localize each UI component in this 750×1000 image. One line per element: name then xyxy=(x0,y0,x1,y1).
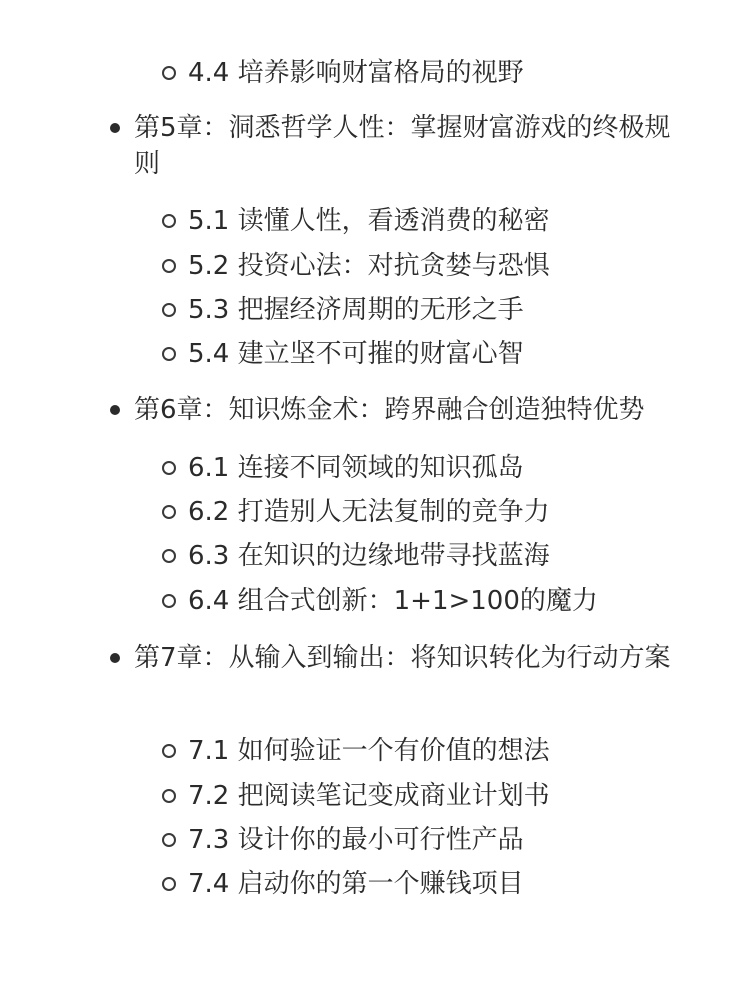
hollow-bullet-icon xyxy=(162,549,176,563)
list-item xyxy=(0,248,750,284)
chapter-title: 第6章：知识炼金术：跨界融合创造独特优势 xyxy=(134,395,645,425)
list-item xyxy=(0,450,750,486)
hollow-bullet-icon xyxy=(162,303,176,317)
sub-item-label: 7.2 把阅读笔记变成商业计划书 xyxy=(188,781,550,811)
chapter-heading xyxy=(0,392,694,428)
hollow-bullet-icon xyxy=(162,877,176,891)
hollow-bullet-icon xyxy=(162,594,176,608)
sub-item-label: 7.3 设计你的最小可行性产品 xyxy=(188,825,524,855)
sub-item-label: 5.1 读懂人性，看透消费的秘密 xyxy=(188,206,550,236)
list-item xyxy=(0,538,750,574)
chapter-title: 第7章：从输入到输出：将知识转化为行动方案 xyxy=(134,643,671,673)
hollow-bullet-icon xyxy=(162,259,176,273)
sub-item-label: 7.1 如何验证一个有价值的想法 xyxy=(188,736,550,766)
sub-item-label: 5.3 把握经济周期的无形之手 xyxy=(188,295,524,325)
list-item xyxy=(0,583,750,619)
bullet-icon xyxy=(110,405,120,415)
hollow-bullet-icon xyxy=(162,66,176,80)
sub-item-label: 6.1 连接不同领域的知识孤岛 xyxy=(188,453,524,483)
chapter-heading xyxy=(0,640,694,676)
hollow-bullet-icon xyxy=(162,789,176,803)
hollow-bullet-icon xyxy=(162,833,176,847)
list-item xyxy=(0,494,750,530)
list-item xyxy=(0,55,750,91)
bullet-icon xyxy=(110,653,120,663)
list-item xyxy=(0,336,750,372)
bullet-icon xyxy=(110,123,120,133)
sub-item-label: 5.4 建立坚不可摧的财富心智 xyxy=(188,339,524,369)
list-item xyxy=(0,866,750,902)
sub-item-label: 7.4 启动你的第一个赚钱项目 xyxy=(188,869,524,899)
sub-item-label: 4.4 培养影响财富格局的视野 xyxy=(188,58,524,88)
chapter-heading xyxy=(0,110,694,182)
list-item xyxy=(0,778,750,814)
hollow-bullet-icon xyxy=(162,744,176,758)
list-item xyxy=(0,822,750,858)
sub-item-label: 5.2 投资心法：对抗贪婪与恐惧 xyxy=(188,251,550,281)
hollow-bullet-icon xyxy=(162,505,176,519)
hollow-bullet-icon xyxy=(162,347,176,361)
sub-item-label: 6.3 在知识的边缘地带寻找蓝海 xyxy=(188,541,550,571)
chapter-title: 第5章：洞悉哲学人性：掌握财富游戏的终极规则 xyxy=(134,113,671,179)
sub-item-label: 6.4 组合式创新：1+1>100的魔力 xyxy=(188,586,598,616)
list-item xyxy=(0,203,750,239)
list-item xyxy=(0,292,750,328)
list-item xyxy=(0,733,750,769)
sub-item-label: 6.2 打造别人无法复制的竞争力 xyxy=(188,497,550,527)
hollow-bullet-icon xyxy=(162,461,176,475)
hollow-bullet-icon xyxy=(162,214,176,228)
